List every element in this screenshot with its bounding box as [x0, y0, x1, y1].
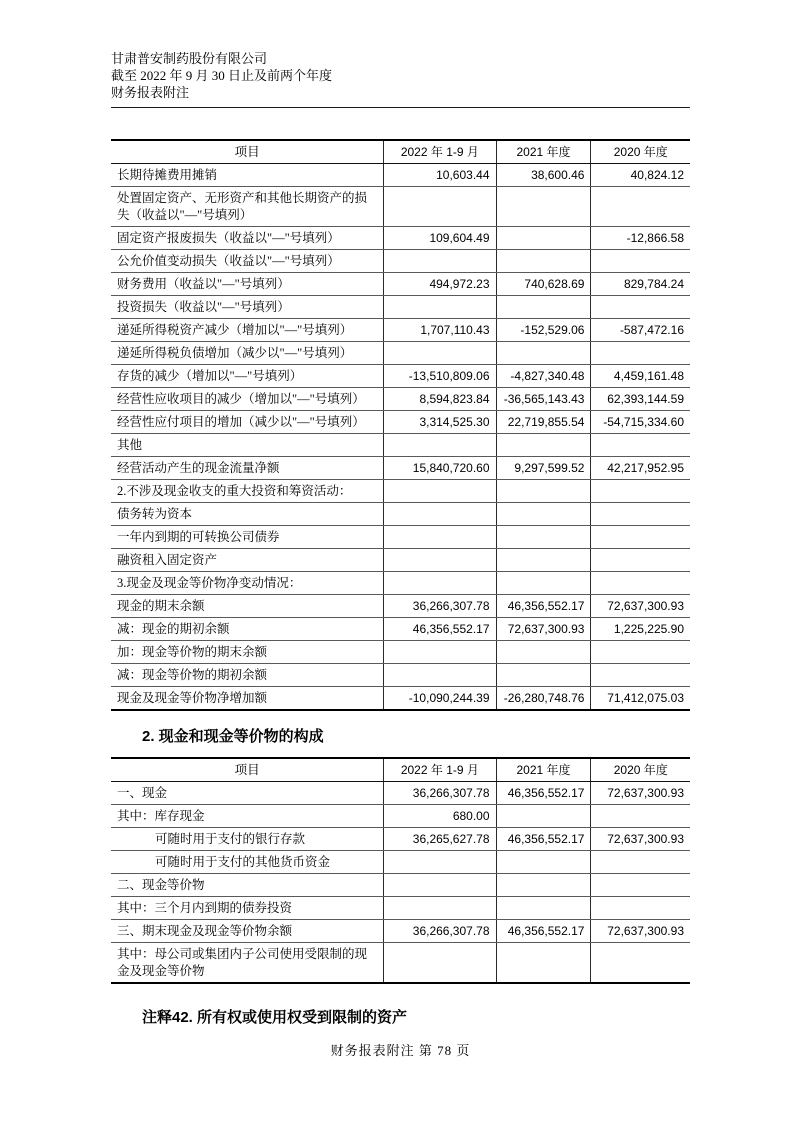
row-label: 其中：三个月内到期的债券投资 [111, 897, 384, 920]
row-value [496, 572, 591, 595]
table-row [111, 250, 690, 273]
table-row [111, 874, 690, 897]
table-row [111, 687, 690, 711]
company-name: 甘肃普安制药股份有限公司 [111, 51, 268, 66]
row-value [591, 250, 690, 273]
row-label: 存货的减少（增加以"—"号填列） [111, 365, 384, 388]
row-value [591, 342, 690, 365]
row-value: -10,090,244.39 [384, 687, 496, 711]
row-value: 46,356,552.17 [496, 595, 591, 618]
row-value: 494,972.23 [384, 273, 496, 296]
row-value [384, 503, 496, 526]
row-value [591, 851, 690, 874]
row-label: 二、现金等价物 [111, 874, 384, 897]
table-row [111, 164, 690, 187]
row-value: -12,866.58 [591, 227, 690, 250]
table-row [111, 457, 690, 480]
row-value [496, 805, 591, 828]
row-value: -4,827,340.48 [496, 365, 591, 388]
row-label: 固定资产报废损失（收益以"—"号填列） [111, 227, 384, 250]
row-label: 递延所得税资产减少（增加以"—"号填列） [111, 319, 384, 342]
column-header: 2022 年 1-9 月 [384, 140, 496, 164]
row-label: 三、期末现金及现金等价物余额 [111, 920, 384, 943]
table-row [111, 187, 690, 227]
header-divider [111, 107, 690, 108]
table-row [111, 365, 690, 388]
table-row [111, 920, 690, 943]
cash-flow-supplementary-table [111, 139, 690, 711]
row-value [591, 187, 690, 227]
table-row [111, 943, 690, 984]
section-heading-note42: 注释42. 所有权或使用权受到限制的资产 [142, 1009, 408, 1026]
row-label: 经营性应付项目的增加（减少以"—"号填列） [111, 411, 384, 434]
table-row [111, 641, 690, 664]
row-value: 1,225,225.90 [591, 618, 690, 641]
row-value: -587,472.16 [591, 319, 690, 342]
row-value [384, 572, 496, 595]
table-row [111, 296, 690, 319]
row-value [496, 526, 591, 549]
row-value: 72,637,300.93 [591, 828, 690, 851]
row-value [496, 549, 591, 572]
column-header: 2021 年度 [496, 140, 591, 164]
row-value [496, 187, 591, 227]
row-value [384, 851, 496, 874]
row-value [384, 250, 496, 273]
doc-title: 财务报表附注 [111, 85, 190, 100]
table-row [111, 549, 690, 572]
table-row [111, 273, 690, 296]
row-label: 经营活动产生的现金流量净额 [111, 457, 384, 480]
row-label: 公允价值变动损失（收益以"—"号填列） [111, 250, 384, 273]
row-value [496, 503, 591, 526]
row-value [496, 664, 591, 687]
table-header-row [111, 758, 690, 782]
row-value: 8,594,823.84 [384, 388, 496, 411]
table-row [111, 897, 690, 920]
row-value [496, 943, 591, 984]
row-label: 一年内到期的可转换公司债券 [111, 526, 384, 549]
row-value [496, 641, 591, 664]
row-value: -26,280,748.76 [496, 687, 591, 711]
row-value [591, 526, 690, 549]
row-value: 46,356,552.17 [496, 828, 591, 851]
table-row [111, 782, 690, 805]
row-value [384, 874, 496, 897]
table-row [111, 526, 690, 549]
row-value: 1,707,110.43 [384, 319, 496, 342]
row-value [384, 342, 496, 365]
table-row [111, 388, 690, 411]
row-value [591, 874, 690, 897]
table-row [111, 595, 690, 618]
row-value: 15,840,720.60 [384, 457, 496, 480]
row-value: 680.00 [384, 805, 496, 828]
row-value [496, 434, 591, 457]
row-value [384, 549, 496, 572]
row-value [591, 549, 690, 572]
row-value [591, 296, 690, 319]
row-label: 减：现金等价物的期初余额 [111, 664, 384, 687]
row-value [591, 480, 690, 503]
page-footer: 财务报表附注 第 78 页 [330, 1043, 471, 1058]
row-label: 2.不涉及现金收支的重大投资和筹资活动： [111, 480, 384, 503]
row-value: -13,510,809.06 [384, 365, 496, 388]
cash-and-equivalents-table [111, 757, 690, 984]
row-value: 3,314,525.30 [384, 411, 496, 434]
table-row [111, 480, 690, 503]
table-row [111, 319, 690, 342]
row-value: 36,266,307.78 [384, 920, 496, 943]
row-value [384, 296, 496, 319]
table-row [111, 828, 690, 851]
report-period: 截至 2022 年 9 月 30 日止及前两个年度 [111, 68, 333, 83]
row-value: 46,356,552.17 [496, 782, 591, 805]
row-label: 现金及现金等价物净增加额 [117, 690, 268, 705]
row-value: 22,719,855.54 [496, 411, 591, 434]
column-header: 2022 年 1-9 月 [384, 758, 496, 782]
row-value [384, 480, 496, 503]
row-value: 46,356,552.17 [496, 920, 591, 943]
row-label: 3.现金及现金等价物净变动情况： [111, 572, 384, 595]
row-value: -36,565,143.43 [496, 388, 591, 411]
table-row [111, 411, 690, 434]
row-label: 减：现金的期初余额 [111, 618, 384, 641]
column-header: 项目 [111, 140, 384, 164]
row-label: 其他 [111, 434, 384, 457]
table-row [111, 618, 690, 641]
row-value: 42,217,952.95 [591, 457, 690, 480]
row-label: 可随时用于支付的银行存款 [111, 828, 384, 851]
row-label: 长期待摊费用摊销 [111, 164, 384, 187]
row-value: 109,604.49 [384, 227, 496, 250]
row-value [384, 943, 496, 984]
table-row [111, 342, 690, 365]
row-label: 一、现金 [111, 782, 384, 805]
row-value [496, 227, 591, 250]
table-row [111, 503, 690, 526]
row-value: 36,266,307.78 [384, 595, 496, 618]
column-header: 2020 年度 [591, 758, 690, 782]
row-value [591, 897, 690, 920]
row-value [496, 342, 591, 365]
document-header [111, 50, 690, 101]
row-value [591, 664, 690, 687]
table-row [111, 805, 690, 828]
row-label: 财务费用（收益以"—"号填列） [111, 273, 384, 296]
column-header: 项目 [111, 758, 384, 782]
row-label: 投资损失（收益以"—"号填列） [111, 296, 384, 319]
row-value [496, 296, 591, 319]
row-value: 71,412,075.03 [591, 687, 690, 711]
row-value: 72,637,300.93 [591, 595, 690, 618]
column-header: 2020 年度 [591, 140, 690, 164]
row-value: 38,600.46 [496, 164, 591, 187]
row-value: 829,784.24 [591, 273, 690, 296]
row-label: 现金的期末余额 [111, 595, 384, 618]
row-label: 经营性应收项目的减少（增加以"—"号填列） [111, 388, 384, 411]
row-value: 46,356,552.17 [384, 618, 496, 641]
row-value [384, 664, 496, 687]
table-row [111, 434, 690, 457]
row-value: -54,715,334.60 [591, 411, 690, 434]
column-header: 2021 年度 [496, 758, 591, 782]
row-value [591, 805, 690, 828]
row-value: 740,628.69 [496, 273, 591, 296]
row-value: 9,297,599.52 [496, 457, 591, 480]
table-row [111, 227, 690, 250]
row-value: 62,393,144.59 [591, 388, 690, 411]
row-value: 4,459,161.48 [591, 365, 690, 388]
section-heading-cash-composition: 2. 现金和现金等价物的构成 [142, 728, 324, 745]
page-content [111, 50, 690, 1038]
row-label: 其中：母公司或集团内子公司使用受限制的现金及现金等价物 [117, 946, 368, 978]
row-label: 处置固定资产、无形资产和其他长期资产的损失（收益以"—"号填列） [111, 187, 384, 227]
row-value [591, 572, 690, 595]
row-value [496, 851, 591, 874]
row-value [496, 897, 591, 920]
row-value [591, 503, 690, 526]
row-value [591, 641, 690, 664]
row-value: 36,266,307.78 [384, 782, 496, 805]
row-value [384, 526, 496, 549]
row-value [496, 874, 591, 897]
row-value: 10,603.44 [384, 164, 496, 187]
row-value: -152,529.06 [496, 319, 591, 342]
row-label: 递延所得税负债增加（减少以"—"号填列） [111, 342, 384, 365]
table-row [111, 572, 690, 595]
row-label: 债务转为资本 [111, 503, 384, 526]
row-value [384, 187, 496, 227]
row-label: 加：现金等价物的期末余额 [111, 641, 384, 664]
row-value [496, 250, 591, 273]
table-row [111, 851, 690, 874]
row-value: 72,637,300.93 [496, 618, 591, 641]
row-value: 40,824.12 [591, 164, 690, 187]
row-value [384, 434, 496, 457]
row-value [384, 897, 496, 920]
row-value [591, 434, 690, 457]
row-value [496, 480, 591, 503]
table-header-row [111, 140, 690, 164]
row-label: 融资租入固定资产 [111, 549, 384, 572]
row-value: 72,637,300.93 [591, 920, 690, 943]
row-label: 可随时用于支付的其他货币资金 [111, 851, 384, 874]
row-value: 72,637,300.93 [591, 782, 690, 805]
row-value [591, 943, 690, 984]
row-value [384, 641, 496, 664]
table-row [111, 664, 690, 687]
row-value: 36,265,627.78 [384, 828, 496, 851]
row-label: 其中：库存现金 [111, 805, 384, 828]
